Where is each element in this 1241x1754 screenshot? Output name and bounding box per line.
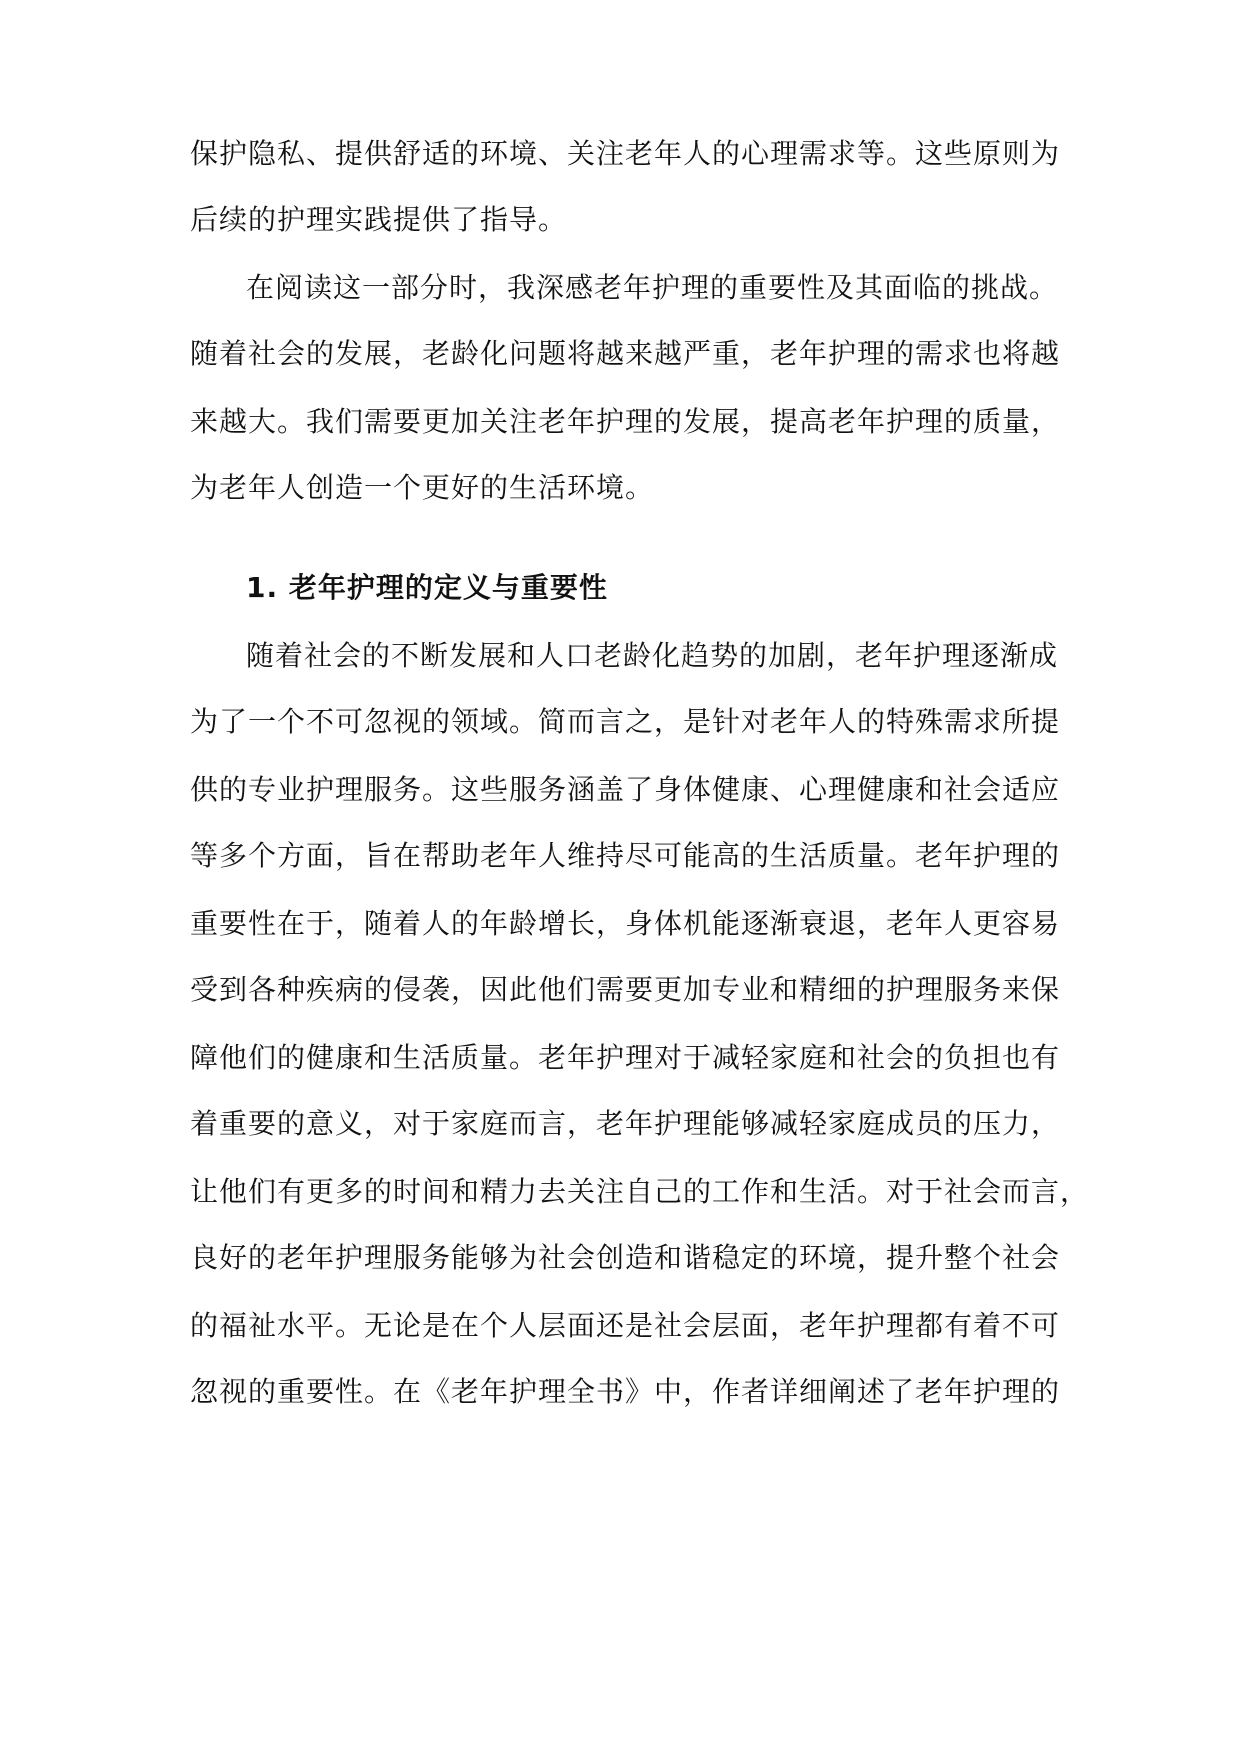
paragraph-line: 在阅读这一部分时，我深感老年护理的重要性及其面临的挑战。 [246, 271, 1059, 304]
paragraph-line: 让他们有更多的时间和精力去关注自己的工作和生活。对于社会而言， [190, 1175, 1090, 1208]
paragraph-line: 良好的老年护理服务能够为社会创造和谐稳定的环境，提升整个社会 [190, 1241, 1061, 1274]
paragraph-line: 的福祉水平。无论是在个人层面还是社会层面，老年护理都有着不可 [190, 1309, 1061, 1342]
paragraph-line: 随着社会的发展，老龄化问题将越来越严重，老年护理的需求也将越 [190, 337, 1061, 370]
section-heading: 1. 老年护理的定义与重要性 [246, 571, 608, 604]
paragraph-line: 保护隐私、提供舒适的环境、关注老年人的心理需求等。这些原则为 [190, 137, 1061, 170]
paragraph-line: 等多个方面，旨在帮助老年人维持尽可能高的生活质量。老年护理的 [190, 839, 1061, 872]
paragraph-line: 为了一个不可忽视的领域。简而言之，是针对老年人的特殊需求所提 [190, 705, 1061, 738]
paragraph-line: 后续的护理实践提供了指导。 [190, 203, 568, 236]
paragraph-line: 来越大。我们需要更加关注老年护理的发展，提高老年护理的质量， [190, 405, 1061, 438]
paragraph-line: 随着社会的不断发展和人口老龄化趋势的加剧，老年护理逐渐成 [246, 639, 1059, 672]
paragraph-line: 为老年人创造一个更好的生活环境。 [190, 471, 655, 504]
paragraph-line: 着重要的意义，对于家庭而言，老年护理能够减轻家庭成员的压力， [190, 1107, 1061, 1140]
paragraph-line: 障他们的健康和生活质量。老年护理对于减轻家庭和社会的负担也有 [190, 1041, 1061, 1074]
paragraph-line: 重要性在于，随着人的年龄增长，身体机能逐渐衰退，老年人更容易 [190, 907, 1061, 940]
paragraph-line: 忽视的重要性。在《老年护理全书》中，作者详细阐述了老年护理的 [190, 1375, 1061, 1408]
paragraph-line: 受到各种疾病的侵袭，因此他们需要更加专业和精细的护理服务来保 [190, 973, 1061, 1006]
paragraph-line: 供的专业护理服务。这些服务涵盖了身体健康、心理健康和社会适应 [190, 773, 1061, 806]
